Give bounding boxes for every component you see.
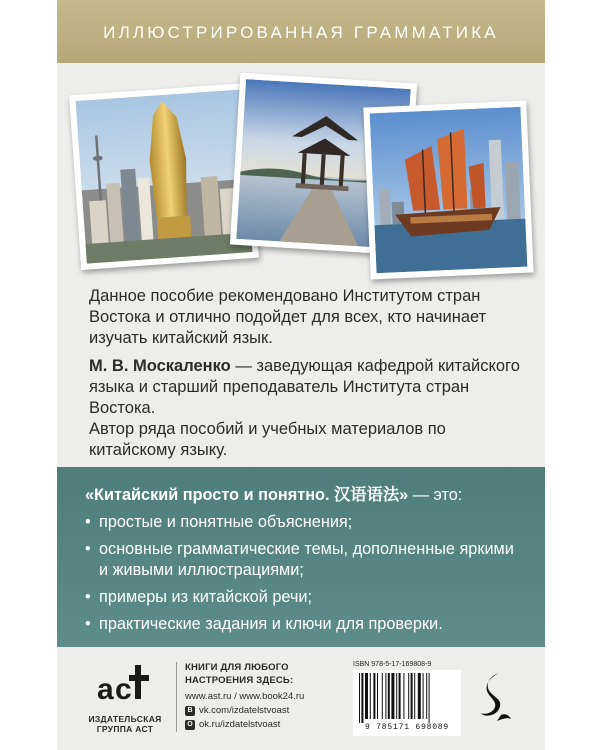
ast-logo-icon — [95, 659, 155, 709]
barcode-bar — [399, 673, 401, 719]
barcode-bar — [414, 673, 415, 719]
ok-text: ok.ru/izdatelstvoast — [199, 719, 281, 730]
barcode-bar — [388, 673, 390, 719]
brand-mark-icon — [477, 671, 513, 723]
author-name: М. В. Москаленко — [89, 357, 231, 375]
feature-text: практические задания и ключи для проверки. — [99, 615, 443, 633]
photo-junk-boat — [363, 101, 533, 280]
author-description: — заведующая кафедрой китайского языка и старший преподаватель Института стран Востока. — [89, 357, 520, 417]
store-links — [185, 661, 345, 732]
feature-item — [85, 587, 519, 608]
feature-item — [85, 539, 519, 581]
barcode-bar — [391, 673, 394, 719]
stores-heading-line-2: НАСТРОЕНИЯ ЗДЕСЬ: — [185, 675, 294, 686]
barcode-area — [353, 670, 461, 736]
feature-text: простые и понятные объяснения; — [99, 513, 353, 531]
series-band — [57, 0, 545, 63]
barcode-block — [353, 661, 463, 743]
barcode-bar — [429, 673, 430, 723]
vk-icon: В — [185, 706, 195, 716]
svg-text:c: c — [115, 673, 132, 706]
author-paragraph — [89, 356, 529, 419]
features-band — [57, 467, 545, 647]
bullet-icon: • — [85, 540, 91, 558]
intro-text: Данное пособие рекомендовано Институтом стран Востока и отлично подойдет для всех, кто начинает изучать китайский язык. — [89, 287, 487, 347]
vk-text: vk.com/izdatelstvoast — [199, 705, 290, 716]
barcode — [357, 673, 457, 723]
ok-icon: О — [185, 720, 195, 730]
about-section — [89, 286, 529, 468]
publisher-logo — [85, 659, 165, 737]
feature-item — [85, 512, 519, 533]
barcode-digits: 9 785171 698089 — [364, 723, 449, 732]
svg-text:a: a — [97, 673, 114, 706]
feature-item — [85, 614, 519, 635]
feature-text: примеры из китайской речи; — [99, 588, 313, 606]
barcode-bar — [361, 673, 363, 723]
features-heading — [85, 485, 519, 506]
feature-text: основные грамматические темы, дополненные яркими и живыми иллюстрациями; — [99, 540, 514, 579]
publisher-name-line-2: ГРУППА АСТ — [96, 724, 154, 734]
barcode-bar — [403, 673, 404, 719]
footer-divider — [176, 662, 177, 732]
barcode-bar — [382, 673, 383, 719]
author-works: Автор ряда пособий и учебных материалов по китайскому языку. — [89, 420, 446, 459]
macau-skyline-image — [76, 89, 253, 263]
barcode-bar — [423, 673, 424, 719]
series-title: ИЛЛЮСТРИРОВАННАЯ ГРАММАТИКА — [103, 23, 499, 42]
barcode-bar — [359, 673, 360, 723]
stores-heading-line-1: КНИГИ ДЛЯ ЛЮБОГО — [185, 662, 289, 673]
barcode-bar — [377, 673, 378, 719]
junk-boat-image — [370, 107, 528, 273]
barcode-bar — [385, 673, 386, 719]
publisher-name-line-1: ИЗДАТЕЛЬСКАЯ — [88, 714, 162, 724]
bullet-icon: • — [85, 615, 91, 633]
barcode-bar — [411, 673, 413, 719]
website-link[interactable] — [185, 690, 345, 703]
barcode-bar — [396, 673, 397, 719]
footer — [57, 647, 545, 750]
barcode-bar — [365, 673, 368, 719]
bullet-icon: • — [85, 588, 91, 606]
barcode-bar — [373, 673, 375, 719]
barcode-bar — [426, 673, 427, 719]
barcode-bar — [370, 673, 371, 719]
barcode-bar — [408, 673, 409, 719]
features-title: «Китайский просто и понятно. 汉语语法» — [85, 486, 409, 504]
barcode-bar — [418, 673, 421, 719]
ok-link[interactable] — [185, 718, 345, 731]
book-back-cover — [57, 0, 545, 750]
isbn-text: ISBN 978-5-17-169808-9 — [353, 661, 432, 668]
features-title-suffix: — это: — [408, 486, 463, 504]
vk-link[interactable] — [185, 704, 345, 717]
bullet-icon: • — [85, 513, 91, 531]
website-text: www.ast.ru / www.book24.ru — [185, 691, 305, 702]
